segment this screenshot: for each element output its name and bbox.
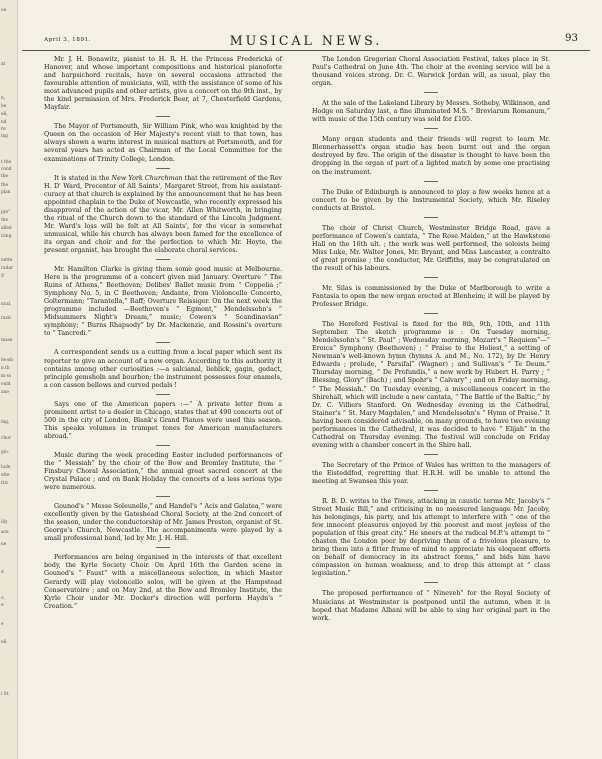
section-divider bbox=[424, 490, 438, 491]
gutter-fragment: cond bbox=[1, 167, 12, 172]
gutter-fragment: m so bbox=[1, 374, 12, 379]
section-divider bbox=[424, 454, 438, 455]
news-item: Mr. Hamilton Clarke is giving them some good music at Melbourne. Here is the programme of a concert given mid January. Overture “ The Ruins of Athens,” Beethoven; Delibes' Ballet music from “ Coppelia ;” Symphony No. 5, in C Beethoven; Andante, from Violoncello Concerto, Goltermann; “Tarantella,” Raff; Overture Reissiger. On the next week the programme included —Beethoven's “ Egmont,” Mendelssohn's “ Midsummers Night's Dream,” music; Cowen's “ Scandinavian” symphony; “ Burns Rhapsody” by Dr. Mackenzie, and Rossini's overture to “ Tancredi.” bbox=[44, 266, 282, 338]
gutter-fragment: ne bbox=[1, 542, 7, 547]
right-column bbox=[312, 56, 550, 623]
gutter-fragment: o, bbox=[1, 596, 5, 601]
gutter-fragment: chur bbox=[1, 436, 11, 441]
gutter-fragment: ell, bbox=[1, 112, 8, 117]
news-item: A correspondent sends us a cutting from a local paper which sent its reporter to give an account of a new organ. According to this authority it contains among other curiosities :—a salcianal, lieblick, gagin, gedact, principle gemsholn and bourbon; the instrument possesses four enamels, a con casson bellows and curved pedals ! bbox=[44, 349, 282, 389]
gutter-fragment: ing, bbox=[1, 420, 10, 425]
gutter-fragment: the bbox=[1, 183, 9, 188]
news-item: The Secretary of the Prince of Wales has written to the managers of the Eisteddfod, regretting that H.R.H. will be unable to attend the meeting at Swansea this year. bbox=[312, 461, 550, 485]
section-divider bbox=[156, 445, 170, 446]
news-item: Mr. Silas is commissioned by the Duke of Marlborough to write a Fantasia to open the new organ erected at Blenheim; it will be played by Professor Bridge. bbox=[312, 284, 550, 309]
gutter-fragment: ue bbox=[1, 8, 7, 13]
gutter-fragment: rasic bbox=[1, 316, 12, 321]
page-header bbox=[22, 34, 590, 51]
left-column bbox=[44, 56, 282, 611]
gutter-fragment: ane bbox=[1, 390, 9, 395]
gutter-fragment: the bbox=[1, 174, 9, 179]
news-item: The London Gregorian Choral Association Festival, takes place in St. Paul's Cathedral on June 4th. The choir at the evening service will be a thousand voices strong. Dr. C. Warwick Jordan will, as usual, play the organ. bbox=[312, 56, 550, 88]
section-divider bbox=[424, 128, 438, 129]
news-item: Gounod's “ Messe Soleunelle,” and Handel's “ Acis and Galatea,” were excellently given by the Gateshead Choral Society, at the 2nd concert of the season, under the conductorship of Mr. James Preston, organist of St. George's Church, Newcastle. The accompaniments were played by a small professional band, led by Mr. J. H. Hill. bbox=[44, 503, 282, 543]
news-item: The Mayor of Portsmouth, Sir William Pink, who was knighted by the Queen on the occasion of Her Majesty's recent visit to that town, has always shown a warm interest in musical matters at Portsmouth, and for several years has acted as Chairman of the Local Committee for the examinations of Trinity College, London. bbox=[44, 123, 282, 163]
section-divider bbox=[156, 394, 170, 395]
section-divider bbox=[424, 181, 438, 182]
gutter-fragment: ell. bbox=[1, 640, 8, 645]
issue-date: April 3, 1891. bbox=[44, 37, 92, 43]
gutter-fragment: iring bbox=[1, 234, 12, 239]
gutter-fragment: lude bbox=[1, 465, 11, 470]
gutter-fragment: he bbox=[1, 104, 7, 109]
gutter-fragment: pys" bbox=[1, 210, 11, 215]
journal-title: MUSICAL NEWS. bbox=[229, 33, 383, 48]
news-item: R. B. D. writes to the Times, attacking in caustic terms Mr. Jacoby's “ Street Music Bill,” and criticising in no measured language Mr. Jacoby, his belongings, his party, and his attempt to interfere with “ one of the few innocent pleasures enjoyed by the poorest and most joyless of the population of this great city.” He sneers at the radical M.P.'s attempt to “ chasten the London poor by depriving them of a frivolous pleasure, to bring them into a fitter frame of mind to appreciate his eloquent efforts on behalf of democracy in its abstract forms,” and bids him have compassion on human weakness, and to drop this attempt at “ class legislation.” bbox=[312, 498, 551, 578]
gutter-fragment: ttic bbox=[1, 481, 9, 486]
news-item: The Duke of Edinburgh is announced to play a few weeks hence at a concert to be given by the Instrumental Society, which Mr. Riseley conducts at Bristol. bbox=[312, 188, 550, 212]
gutter-fragment: ncal, bbox=[1, 302, 12, 307]
news-item: At the sale of the Lakeland Library by Messrs. Sotheby, Wilkinson, and Hodge on Saturday last, a fine illuminated M.S. “ Breviarum Romanum,” with music of the 15th century was sold for £105. bbox=[312, 100, 550, 124]
gutter-fragment: illy bbox=[1, 520, 8, 525]
gutter-fragment: e bbox=[1, 622, 4, 627]
gutter-fragment: ing bbox=[1, 134, 8, 139]
page-number: 93 bbox=[565, 33, 578, 44]
gutter-fragment: gio. bbox=[1, 450, 10, 455]
gutter-fragment: re bbox=[1, 127, 6, 132]
news-item: Performances are being organised in the interests of that excellent body, the Kyrle Society Choir. On April 16th the Garden scene in Gounod's “ Faust” with a miscellaneous selection, in which Master Gerardy will play violoncello solos, will be given at the Hampstead Conservatoire ; and on May 2nd, at the Bow and Bromley Institute, the Kyrle Choir under Mr. Docker's direction will perform Haydn's “ Creation.” bbox=[44, 554, 282, 610]
gutter-fragment: d bbox=[1, 570, 4, 575]
gutter-fragment: ace bbox=[1, 530, 9, 535]
news-item: The choir of Christ Church, Westminster Bridge Road, gave a performance of Cowen's cantata, “ The Rose Maiden,” at the Hawkstone Hall on the 16th ult. ; the work was well performed, the soloists being Miss Luke, Mr. Walter Jones, Mr. Bryant, and Miss Lancaster, a contralto of great promise ; the conductor, Mr. Griffiths, may be congratulated on the result of his labours. bbox=[312, 224, 550, 272]
gutter-fragment: the bbox=[1, 218, 9, 223]
news-item: It is stated in the New York Churchman that the retirement of the Rev H. D' Ward, Precentor of All Saints', Margaret Street, from his assistant-curacy at that church is explained by the announcement that he has been appointed chaplain to the Duke of Newcastle, who recently expressed his disapproval of the action of the vicar, Mr. Allen Whitworth, in bringing the ritual of the Church down to the standard of the Lincoln Judgment. Mr. Ward's loss will be felt at All Saints', for the vicar is somewhat unmusical, while his church has always been famed for the excellence of its organ and choir and for the perfection to which Mr. Hoyte, the present organist, has brought the elaborate choral services. bbox=[44, 174, 282, 254]
section-divider bbox=[156, 342, 170, 343]
gutter-fragment: n th bbox=[1, 366, 10, 371]
gutter-fragment: mase bbox=[1, 338, 13, 343]
gutter-fragment: at bbox=[1, 62, 6, 67]
section-divider bbox=[424, 582, 438, 583]
gutter-fragment: plan bbox=[1, 190, 11, 195]
section-divider bbox=[424, 217, 438, 218]
gutter-fragment: ould bbox=[1, 382, 11, 387]
news-item: Music during the week preceding Easter included performances of the “ Messiah” by the choir of the Bow and Bromley Institute, the “ Finsbury Choral Association,” the annual great sacred concert at the Crystal Palace ; and on Bank Holiday the concerts of a less serious type were numerous. bbox=[44, 451, 282, 492]
section-divider bbox=[156, 116, 170, 117]
section-divider bbox=[424, 313, 438, 314]
gutter-fragment: S' bbox=[1, 274, 6, 279]
section-divider bbox=[156, 259, 170, 260]
adjacent-page-gutter bbox=[0, 0, 18, 759]
section-divider bbox=[424, 277, 438, 278]
news-item: Many organ students and their friends will regret to learn Mr. Blennerhassett's organ studio has been burnt out and the organ destroyed by fire. The origin of the disaster is thought to have been the dropping in the organ of part of a lighted match by some one practising on the instrument. bbox=[312, 136, 550, 176]
gutter-fragment: alled bbox=[1, 226, 12, 231]
gutter-fragment: nd bbox=[1, 120, 7, 125]
section-divider bbox=[156, 168, 170, 169]
section-divider bbox=[156, 496, 170, 497]
news-item: Mr. J. H. Bonawitz, pianist to H. R. H. the Princess Frederická of Hanover, and whose important compositions and historical pianoforte and harpsichord recitals, have on several occasions attracted the favourable attention of musicians, will, with the assistance of some of his most advanced pupils and other artists, give a concert on the 9th inst., by the kind permission of Mrs. Frederick Beer, at 7, Chesterfield Gardens, Mayfair. bbox=[44, 56, 282, 112]
gutter-fragment: radar bbox=[1, 266, 13, 271]
gutter-fragment: ette bbox=[1, 473, 10, 478]
gutter-fragment: feoob bbox=[1, 358, 14, 363]
gutter-fragment: n, bbox=[1, 96, 6, 101]
news-item: The Hereford Festival is fixed for the 8th, 9th, 10th, and 11th September. The sketch programme is : On Tuesday morning, Mendelssohn's “ St. Paul” ; Wednesday morning, Mozart's “ Requiem”—“ Eroica” Symphony (Beethoven) ; “ Praise to the Holiest,” a setting of Newman's well-known hymn (hymns A. and M., No. 172), by Dr. Henry Edwards ; prelude, “ Parsifal” (Wagner) ; and Sullivan's “ Te Deum.” Thursday morning, “ De Profundis,” a new work by Hubert H. Parry ; “ Blessing, Glory” (Bach) ; and Spohr's “ Calvary” ; and on Friday morning, “ The Messiah.” On Tuesday evening, a miscellaneous concert in the Shirehall, which will include a new cantata, “ The Battle of the Baltic,” by Dr. C. Villiers Stanford. On Wednesday evening in the Cathedral, Stainer's “ St. Mary Magdalen,” and Mendelssohn's “ Hymn of Praise.” It having been considered advisable, on many grounds, to have two evening performances in the Cathedral, it was decided to have “ Elijah” in the Cathedral on Thursday evening. The festival will conclude on Friday evening with a chamber concert in the Shire hall. bbox=[312, 321, 550, 449]
news-item: The proposed performance of “ Nineveh” for the Royal Society of Musicians at Westminster is postponed until the autumn, when it is hoped that Madame Albani will be able to sing her original part in the work. bbox=[312, 590, 550, 622]
gutter-fragment: i St. bbox=[1, 692, 10, 697]
section-divider bbox=[424, 92, 438, 93]
gutter-fragment: t the bbox=[1, 160, 12, 165]
gutter-fragment: e bbox=[1, 603, 4, 608]
news-item: Says one of the American papers :—“ A private letter from a prominent artist to a dealer in Chicago, states that at 490 concerts out of 500 in the city of London, Blank's Grand Pianos were used this season. This speaks volumes in trumpet tones for American manufacturers abroad.” bbox=[44, 400, 282, 440]
section-divider bbox=[156, 547, 170, 548]
gutter-fragment: nette bbox=[1, 258, 13, 263]
